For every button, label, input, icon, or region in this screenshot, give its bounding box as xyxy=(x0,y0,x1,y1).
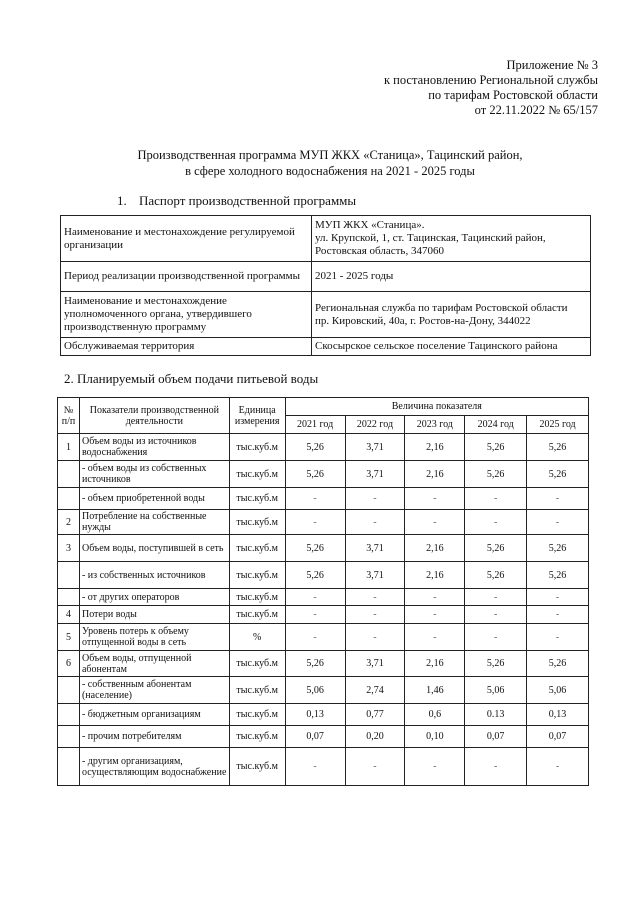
table-row xyxy=(58,748,589,786)
row-number xyxy=(58,562,80,589)
row-value: - xyxy=(285,624,345,651)
row-value: 0,13 xyxy=(285,704,345,726)
appendix-line-4: от 22.11.2022 № 65/157 xyxy=(474,103,598,117)
row-value: 5,26 xyxy=(285,434,345,461)
row-value: - xyxy=(527,510,589,535)
row-value: - xyxy=(345,606,405,624)
row-value: 0,07 xyxy=(465,726,527,748)
passport-row xyxy=(61,262,591,292)
row-value: - xyxy=(405,624,465,651)
table-row xyxy=(58,606,589,624)
row-value: - xyxy=(405,510,465,535)
row-value: - xyxy=(465,510,527,535)
document-title xyxy=(40,148,620,179)
row-value: - xyxy=(285,606,345,624)
table-row xyxy=(58,434,589,461)
row-indicator: - собственным абонентам (население) xyxy=(79,677,229,704)
row-unit: тыс.куб.м xyxy=(229,510,285,535)
section-1-number: 1. xyxy=(117,193,127,208)
row-indicator: - прочим потребителям xyxy=(79,726,229,748)
row-value: 5,26 xyxy=(527,651,589,677)
row-indicator: - бюджетным организациям xyxy=(79,704,229,726)
row-value: - xyxy=(405,748,465,786)
appendix-line-1: Приложение № 3 xyxy=(506,58,598,72)
row-number: 1 xyxy=(58,434,80,461)
row-value: - xyxy=(345,589,405,606)
passport-value-line: пр. Кировский, 40а, г. Ростов-на-Дону, 344022 xyxy=(315,314,531,327)
row-value: - xyxy=(465,748,527,786)
row-value: 0,10 xyxy=(405,726,465,748)
table-row xyxy=(58,677,589,704)
table-row xyxy=(58,651,589,677)
row-value: - xyxy=(285,488,345,510)
row-value: 0,13 xyxy=(527,704,589,726)
row-value: 2,74 xyxy=(345,677,405,704)
row-value: 2,16 xyxy=(405,562,465,589)
appendix-line-2: к постановлению Региональной службы xyxy=(383,73,598,87)
row-value: - xyxy=(345,624,405,651)
row-value: 5,26 xyxy=(527,434,589,461)
row-unit: тыс.куб.м xyxy=(229,606,285,624)
header-year: 2024 год xyxy=(465,416,527,434)
passport-label: Наименование и местонахождение уполномоченного органа, утвердившего производственную программу xyxy=(61,292,312,338)
row-number xyxy=(58,726,80,748)
row-unit: тыс.куб.м xyxy=(229,535,285,562)
table-body xyxy=(58,434,589,786)
row-value: 3,71 xyxy=(345,434,405,461)
passport-value-line: Региональная служба по тарифам Ростовской области xyxy=(315,301,568,314)
row-value: 5,26 xyxy=(465,562,527,589)
header-year: 2021 год xyxy=(285,416,345,434)
row-number xyxy=(58,704,80,726)
row-value: 5,06 xyxy=(527,677,589,704)
row-unit: тыс.куб.м xyxy=(229,704,285,726)
row-value: - xyxy=(465,589,527,606)
row-value: 5,26 xyxy=(285,535,345,562)
row-value: - xyxy=(465,606,527,624)
row-number: 6 xyxy=(58,651,80,677)
row-value: - xyxy=(527,748,589,786)
row-unit: тыс.куб.м xyxy=(229,726,285,748)
row-value: 2,16 xyxy=(405,461,465,488)
row-value: - xyxy=(285,748,345,786)
row-number xyxy=(58,488,80,510)
row-value: - xyxy=(465,624,527,651)
row-unit: тыс.куб.м xyxy=(229,651,285,677)
passport-value xyxy=(312,292,591,338)
row-value: - xyxy=(405,606,465,624)
row-number: 2 xyxy=(58,510,80,535)
table-row xyxy=(58,704,589,726)
row-unit: тыс.куб.м xyxy=(229,488,285,510)
table-row xyxy=(58,589,589,606)
section-1-title: Паспорт производственной программы xyxy=(139,193,357,208)
row-unit: тыс.куб.м xyxy=(229,677,285,704)
row-indicator: - другим организациям, осуществляющим водоснабжение xyxy=(79,748,229,786)
passport-row xyxy=(61,338,591,356)
row-indicator: - из собственных источников xyxy=(79,562,229,589)
header-indicator: Показатели производственной деятельности xyxy=(79,398,229,434)
row-value: 5,26 xyxy=(465,535,527,562)
row-indicator: Уровень потерь к объему отпущенной воды в сеть xyxy=(79,624,229,651)
row-value: 2,16 xyxy=(405,434,465,461)
title-line-2: в сфере холодного водоснабжения на 2021 - 2025 годы xyxy=(185,163,475,178)
row-value: 5,26 xyxy=(285,461,345,488)
header-year: 2022 год xyxy=(345,416,405,434)
row-number: 3 xyxy=(58,535,80,562)
row-value: - xyxy=(345,748,405,786)
row-value: 0,6 xyxy=(405,704,465,726)
row-value: 0,77 xyxy=(345,704,405,726)
row-number xyxy=(58,748,80,786)
row-value: 3,71 xyxy=(345,651,405,677)
row-value: - xyxy=(527,589,589,606)
row-value: 3,71 xyxy=(345,562,405,589)
row-value: - xyxy=(405,589,465,606)
passport-row xyxy=(61,292,591,338)
row-value: - xyxy=(527,624,589,651)
table-row xyxy=(58,461,589,488)
passport-label: Наименование и местонахождение регулируемой организации xyxy=(61,216,312,262)
row-indicator: Потери воды xyxy=(79,606,229,624)
row-value: 2,16 xyxy=(405,535,465,562)
row-indicator: Объем воды, поступившей в сеть xyxy=(79,535,229,562)
header-value-group: Величина показателя xyxy=(285,398,588,416)
appendix-block xyxy=(384,58,598,118)
row-value: - xyxy=(285,510,345,535)
passport-row xyxy=(61,216,591,262)
passport-value xyxy=(312,262,591,292)
section-2-heading: 2. Планируемый объем подачи питьевой воды xyxy=(64,371,319,386)
passport-table xyxy=(60,215,591,356)
row-value: - xyxy=(285,589,345,606)
row-unit: тыс.куб.м xyxy=(229,748,285,786)
row-value: 5,26 xyxy=(527,461,589,488)
table-row xyxy=(58,726,589,748)
passport-label: Обслуживаемая территория xyxy=(61,338,312,356)
passport-label: Период реализации производственной программы xyxy=(61,262,312,292)
row-indicator: - объем воды из собственных источников xyxy=(79,461,229,488)
passport-value xyxy=(312,216,591,262)
passport-value-line: Ростовская область, 347060 xyxy=(315,245,444,257)
row-number xyxy=(58,461,80,488)
table-row xyxy=(58,624,589,651)
row-value: - xyxy=(345,488,405,510)
row-unit: тыс.куб.м xyxy=(229,589,285,606)
row-value: 5,06 xyxy=(285,677,345,704)
row-value: 3,71 xyxy=(345,461,405,488)
row-value: 0,07 xyxy=(285,726,345,748)
header-year: 2025 год xyxy=(527,416,589,434)
row-number xyxy=(58,677,80,704)
water-volume-table xyxy=(57,397,589,786)
row-value: 2,16 xyxy=(405,651,465,677)
passport-value-line: МУП ЖКХ «Станица». xyxy=(315,219,425,231)
header-year: 2023 год xyxy=(405,416,465,434)
row-unit: тыс.куб.м xyxy=(229,434,285,461)
row-number: 5 xyxy=(58,624,80,651)
table-row xyxy=(58,488,589,510)
passport-value-line: 2021 - 2025 годы xyxy=(315,270,394,282)
row-value: 5,26 xyxy=(527,535,589,562)
header-no: № п/п xyxy=(58,398,80,434)
section-1-heading xyxy=(117,193,356,209)
row-value: - xyxy=(527,488,589,510)
row-number: 4 xyxy=(58,606,80,624)
passport-value-line: ул. Крупской, 1, ст. Тацинская, Тацинский район, xyxy=(315,232,546,244)
row-value: 5,26 xyxy=(465,651,527,677)
row-indicator: Потребление на собственные нужды xyxy=(79,510,229,535)
row-value: - xyxy=(405,488,465,510)
row-unit: тыс.куб.м xyxy=(229,562,285,589)
passport-value xyxy=(312,338,591,356)
table-row xyxy=(58,562,589,589)
appendix-line-3: по тарифам Ростовской области xyxy=(428,88,598,102)
row-indicator: - от других операторов xyxy=(79,589,229,606)
row-value: 0,20 xyxy=(345,726,405,748)
passport-value-line: Скосырское сельское поселение Тацинского района xyxy=(315,340,558,352)
row-value: - xyxy=(465,488,527,510)
row-value: 5,26 xyxy=(527,562,589,589)
table-header-row xyxy=(58,398,589,416)
row-value: 5,26 xyxy=(465,461,527,488)
row-indicator: - объем приобретенной воды xyxy=(79,488,229,510)
row-unit: % xyxy=(229,624,285,651)
row-value: 5,26 xyxy=(285,651,345,677)
row-value: 1,46 xyxy=(405,677,465,704)
row-value: 3,71 xyxy=(345,535,405,562)
row-value: 5,06 xyxy=(465,677,527,704)
title-line-1: Производственная программа МУП ЖКХ «Станица», Тацинский район, xyxy=(137,148,523,162)
row-indicator: Объем воды из источников водоснабжения xyxy=(79,434,229,461)
header-unit: Единица измерения xyxy=(229,398,285,434)
row-value: - xyxy=(345,510,405,535)
row-unit: тыс.куб.м xyxy=(229,461,285,488)
table-row xyxy=(58,510,589,535)
row-value: 5,26 xyxy=(285,562,345,589)
row-value: 0.13 xyxy=(465,704,527,726)
row-number xyxy=(58,589,80,606)
row-value: 5,26 xyxy=(465,434,527,461)
table-row xyxy=(58,535,589,562)
row-value: 0,07 xyxy=(527,726,589,748)
row-value: - xyxy=(527,606,589,624)
row-indicator: Объем воды, отпущенной абонентам xyxy=(79,651,229,677)
